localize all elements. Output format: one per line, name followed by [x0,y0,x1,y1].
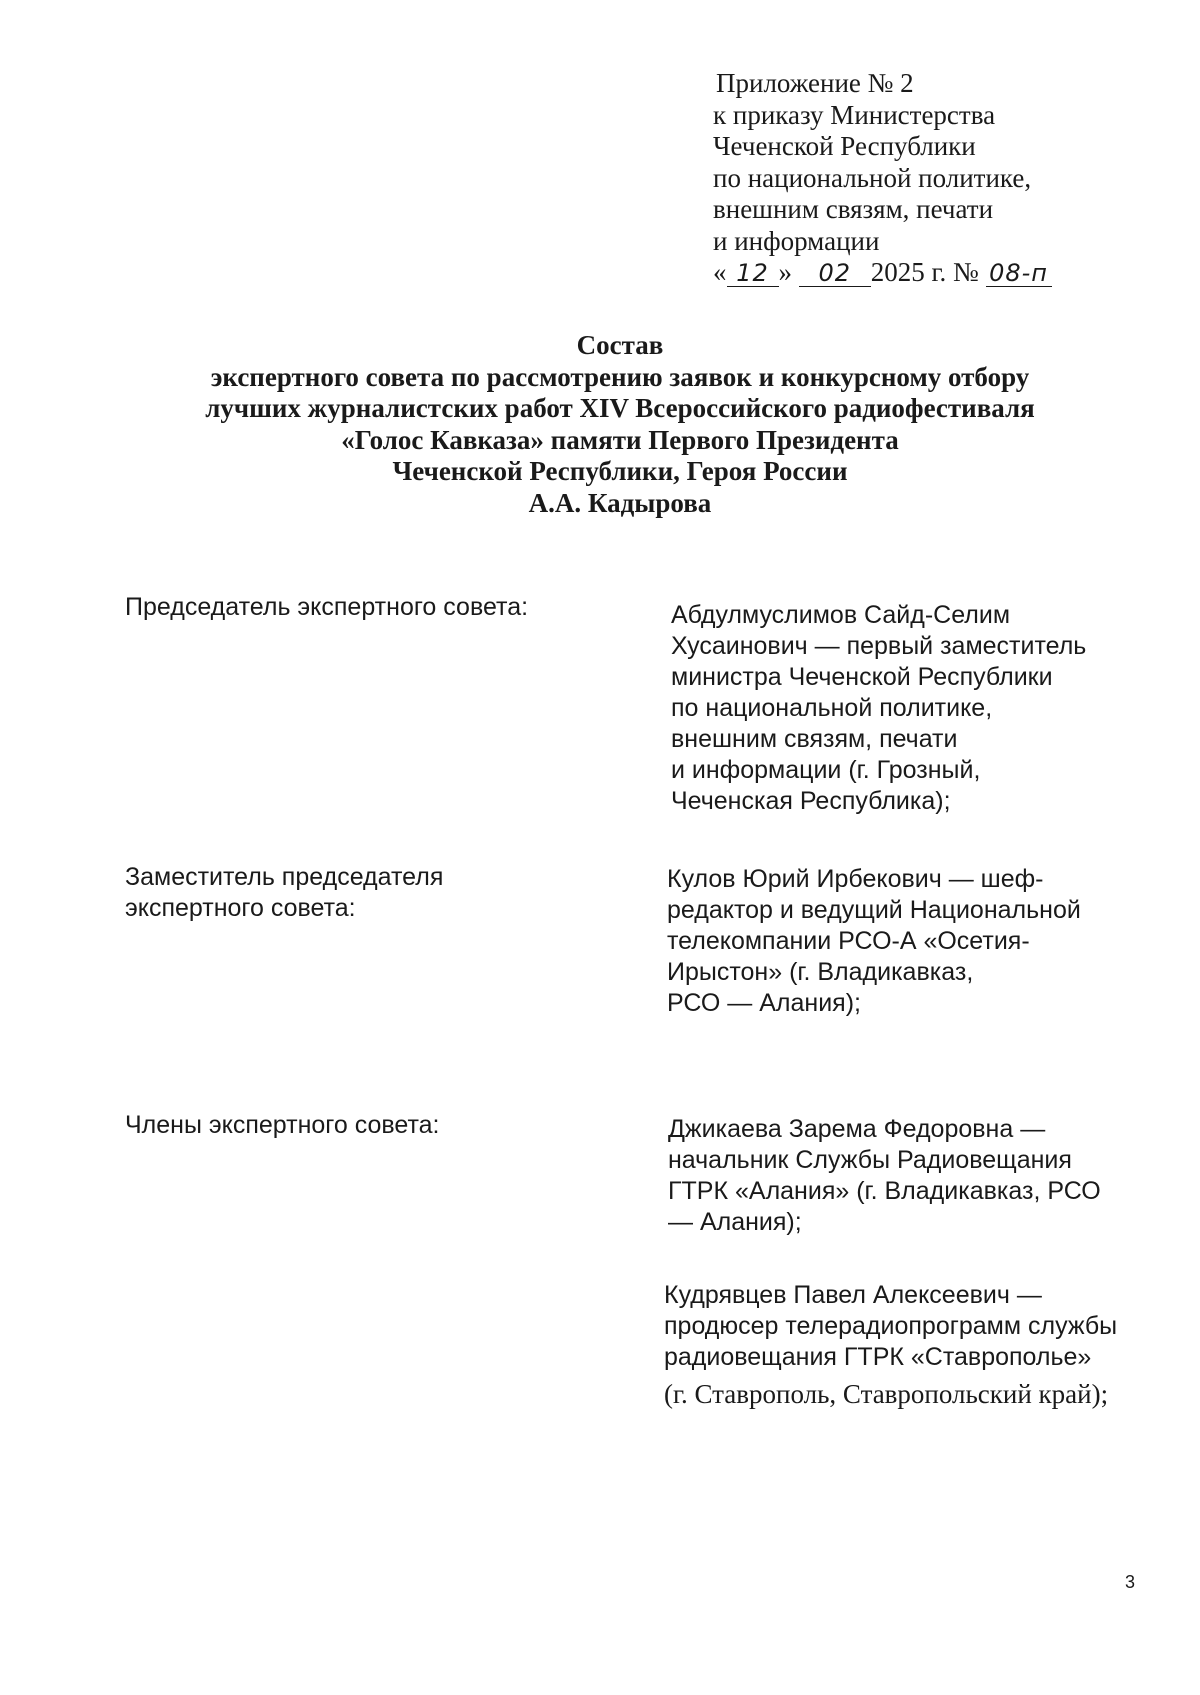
chair-line: внешним связям, печати [671,725,958,753]
title-line: А.А. Кадырова [528,487,712,518]
order-date-line [713,257,1052,289]
member-1-description [668,1114,1101,1238]
chair-description [671,600,1086,817]
date-year: 2025 г. № [870,257,979,287]
date-month: 02 [799,260,871,287]
order-number: 08-п [986,260,1052,287]
member-1-line: начальник Службы Радиовещания [668,1146,1072,1174]
member-1-line: ГТРК «Алания» (г. Владикавказ, РСО [668,1177,1101,1205]
chair-line: Хусаинович — первый заместитель [671,632,1087,660]
members-label: Члены экспертного совета: [125,1111,440,1139]
deputy-line: телекомпании РСО-А «Осетия- [667,927,1030,955]
member-2-line: продюсер телерадиопрограмм службы [664,1312,1118,1340]
appendix-line: к приказу Министерства [713,99,996,130]
appendix-line: и информации [713,225,880,256]
member-1-line: — Алания); [668,1208,802,1236]
title-line: лучших журналистских работ XIV Всероссийского радиофестиваля [205,393,1035,423]
appendix-line: по национальной политике, [713,162,1032,193]
appendix-number: Приложение № 2 [716,68,914,98]
title-line: Состав [576,330,664,360]
chair-line: Абдулмуслимов Сайд-Селим [671,601,1011,629]
deputy-description [667,864,1081,1019]
chair-line: по национальной политике, [671,694,993,722]
chair-line: и информации (г. Грозный, [671,756,981,784]
title-line: экспертного совета по рассмотрению заявок и конкурсному отбору [210,361,1030,392]
date-close-quote: » [778,257,792,287]
member-2-description [664,1280,1117,1410]
title-line: «Голос Кавказа» памяти Первого Президента [341,424,899,455]
page-number: 3 [1124,1572,1135,1592]
appendix-line: Чеченской Республики [713,131,976,161]
date-day: 12 [727,260,779,287]
chair-label: Председатель экспертного совета: [125,593,529,621]
deputy-line: РСО — Алания); [667,989,861,1017]
member-2-line: Кудрявцев Павел Алексеевич — [664,1281,1042,1309]
appendix-line: внешним связям, печати [713,194,994,224]
deputy-label-line: Заместитель председателя [125,863,444,891]
chair-line: Чеченская Республика); [671,787,951,815]
deputy-line: Кулов Юрий Ирбекович — шеф- [667,865,1044,893]
date-open-quote: « [713,257,727,287]
deputy-label [125,862,443,924]
document-title [150,330,1090,519]
member-2-line: радиовещания ГТРК «Ставрополье» [664,1343,1092,1371]
deputy-label-line: экспертного совета: [125,894,356,922]
appendix-header [713,68,1052,289]
member-1-line: Джикаева Зарема Федоровна — [668,1115,1046,1143]
member-2-line: (г. Ставрополь, Ставропольский край); [664,1379,1109,1409]
chair-line: министра Чеченской Республики [671,663,1053,691]
deputy-line: Ирыстон» (г. Владикавказ, [667,958,974,986]
title-line: Чеченской Республики, Героя России [392,456,848,486]
deputy-line: редактор и ведущий Национальной [667,896,1081,924]
